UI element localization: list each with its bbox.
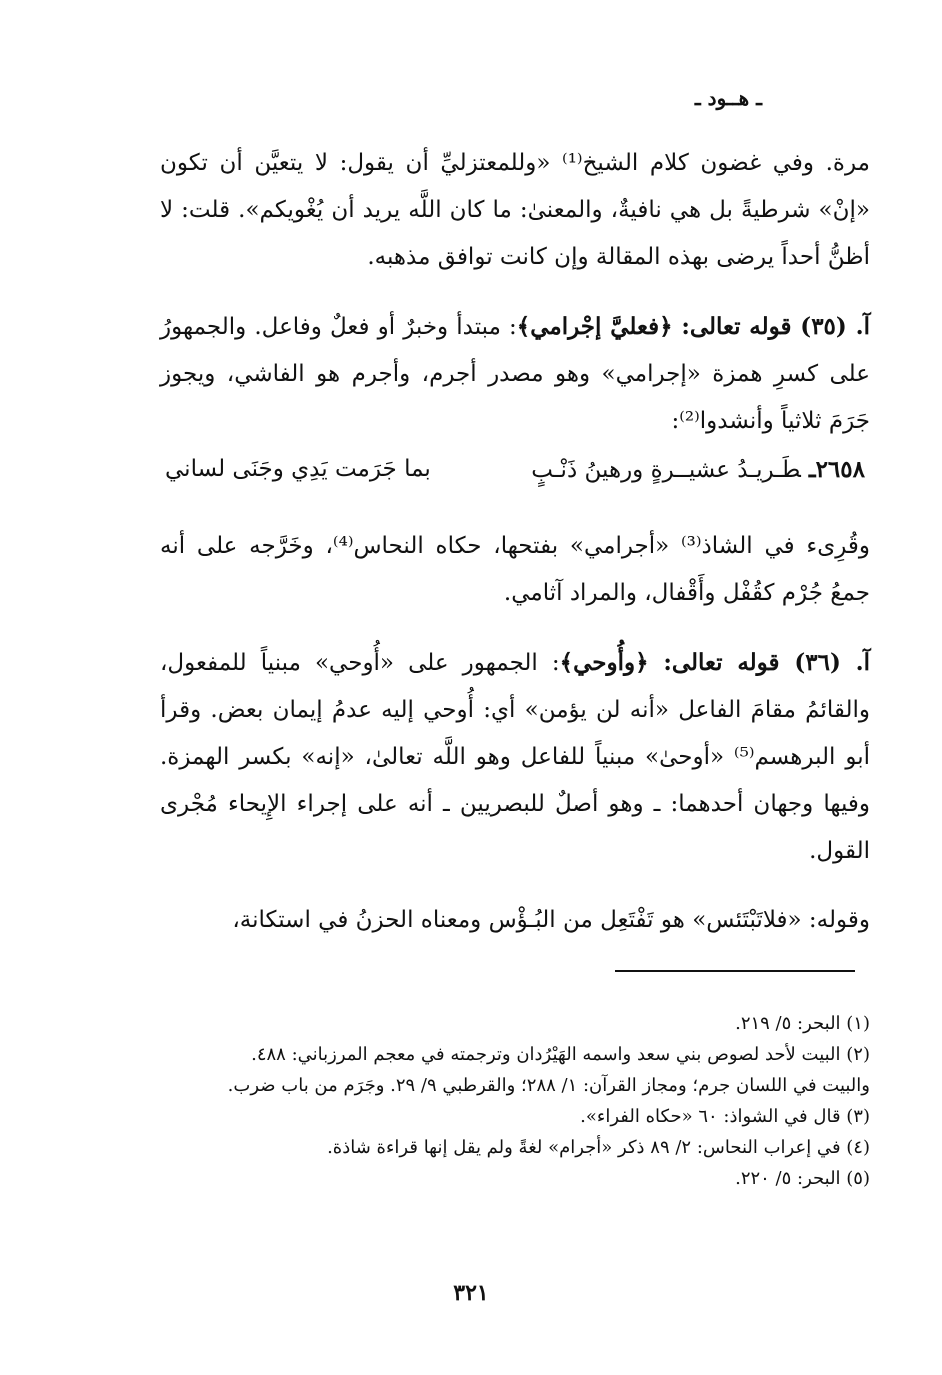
footnote-2-continued: والبيت في اللسان جرم؛ ومجاز القرآن: ١/ ٢٨٨؛ والقرطبي ٩/ ٢٩. وجَرَم من باب ضرب. (227, 1075, 870, 1096)
main-text-top (160, 140, 870, 467)
footnote-3: (٣) قال في الشواذ: ٦٠ «حكاه الفراء». (580, 1106, 870, 1127)
verse-second-hemistich: بما جَرَمت يَدِي وجَنَى لساني (165, 456, 431, 482)
footnote-4: (٤) في إعراب النحاس: ٢/ ٨٩ ذكر «أجرام» لغةً ولم يقل إنها قراءة شاذة. (327, 1137, 870, 1158)
running-header: ـ هــود ـ (694, 86, 762, 110)
footnotes (160, 1008, 870, 1194)
paragraph-4-body: : الجمهور على «أُوحي» مبنياً للمفعول، والقائمُ مقامَ الفاعل «أنه لن يؤمن» أي: أُوحي إليه عدمُ إيمان بعض. وقرأ أبو البرهسم⁽⁵⁾ «أوحىٰ» مبنياً للفاعل وهو اللَّه تعالىٰ، «إنه» بكسر الهمزة. وفيها وجهان أحدهما: ـ وهو أصلٌ للبصريين ـ أنه على إجراء الإِيحاء مُجْرى القول. (160, 650, 870, 864)
main-text-bottom (160, 523, 870, 966)
paragraph-3: وقُرِىء في الشاذ⁽³⁾ «أجرامي» بفتحها، حكاه النحاس⁽⁴⁾، وخَرَّجه على أنه جمعُ جُرْم كقُفْل وأَقْفال، والمراد آثامي. (160, 533, 871, 606)
poetry-verse (165, 456, 865, 483)
page-number: ٣٢١ (453, 1280, 489, 1306)
paragraph-2 (160, 303, 870, 445)
paragraph-1: مرة. وفي غضون كلام الشيخ⁽¹⁾ «وللمعتزليِّ أن يقول: لا يتعيَّن أن تكون «إنْ» شرطيةً بل هي نافيةٌ، والمعنىٰ: ما كان اللَّه يريد أن يُغْويكم». قلت: لا أظنُّ أحداً يرضى بهذه المقالة وإن كانت توافق مذهبه. (160, 150, 870, 270)
verse-first-hemistich: ٢٦٥٨ـطَـريـدُ عشيــرةٍ ورهينُ ذَنْـبٍ (531, 456, 865, 483)
paragraph-2-body: : مبتدأ وخبرٌ أو فعلٌ وفاعل. والجمهورُ على كسرِ همزة «إجرامي» وهو مصدر أجرم، وأجرم هو الفاشي، ويجوز جَرَمَ ثلاثياً وأنشدوا⁽²⁾: (160, 314, 870, 434)
footnote-2: (٢) البيت لأحد لصوص بني سعد واسمه الهَيْرُدان وترجمته في معجم المرزباني: ٤٨٨. (251, 1044, 870, 1065)
footnote-separator (615, 970, 855, 972)
paragraph-5: وقوله: «فلاتَبْتَئس» هو تَفْتَعِل من البُـؤْس ومعناه الحزنُ في استكانة، (232, 907, 870, 933)
footnote-1: (١) البحر: ٥/ ٢١٩. (735, 1013, 870, 1034)
verse-reference-36: آ. (٣٦) قوله تعالى: ﴿وأُوحي﴾ (559, 649, 870, 676)
verse-reference-35: آ. (٣٥) قوله تعالى: ﴿فعليَّ إجْرامي﴾ (516, 313, 870, 340)
paragraph-4 (160, 639, 870, 875)
footnote-5: (٥) البحر: ٥/ ٢٢٠. (735, 1168, 870, 1189)
verse-number: ٢٦٥٨ـ (808, 456, 865, 483)
